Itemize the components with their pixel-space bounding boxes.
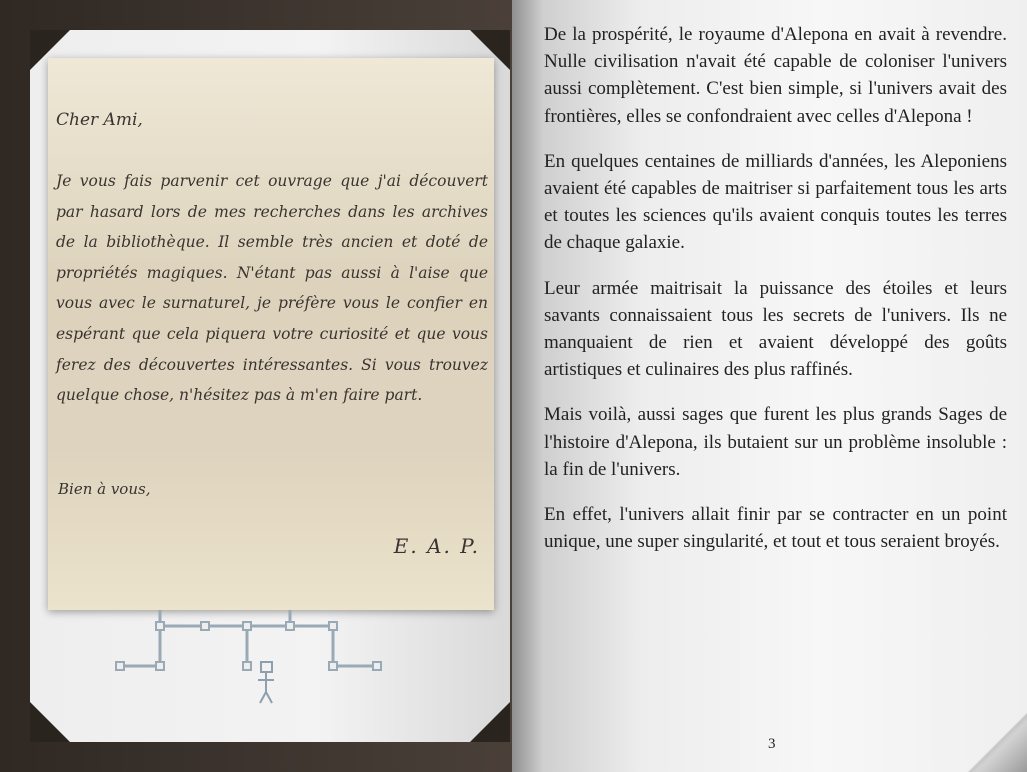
tree-node[interactable] bbox=[373, 662, 381, 670]
path-tree-icon[interactable] bbox=[100, 600, 400, 710]
tree-node[interactable] bbox=[243, 622, 251, 630]
letter-body: Je vous fais parvenir cet ouvrage que j'ai découvert par hasard lors de mes recherches dans les archives de la bibliothèque. Il semble très ancien et doté de propriétés magiques. N'étant pas aussi à l'aise que vous avec le surnaturel, je préfère vous le confier en espérant que cela piquera votre curiosité et que vous ferez des découvertes intéressantes. Si vous trouvez quelque chose, n'hésitez pas à m'en faire part. bbox=[56, 172, 488, 405]
tree-node[interactable] bbox=[156, 662, 164, 670]
letter-greeting: Cher Ami, bbox=[56, 110, 143, 130]
tree-node[interactable] bbox=[329, 622, 337, 630]
right-page bbox=[512, 0, 1027, 772]
story-paragraph: En effet, l'univers allait finir par se contracter en un point unique, une super singularité, et tout et tous seraient broyés. bbox=[544, 504, 1007, 553]
story-paragraph: De la prospérité, le royaume d'Alepona en avait à revendre. Nulle civilisation n'avait été capable de coloniser l'univers aussi complètement. C'est bien simple, si l'univers avait des frontières, elles se confondraient avec celles d'Alepona ! bbox=[544, 24, 1007, 127]
cover-corner-bottom-right bbox=[470, 702, 510, 742]
letter[interactable] bbox=[48, 58, 494, 610]
letter-signature: E. A. P. bbox=[393, 534, 480, 558]
cover-corner-bottom-left bbox=[30, 702, 70, 742]
story-text bbox=[544, 21, 1007, 573]
tree-node[interactable] bbox=[329, 662, 337, 670]
tree-node[interactable] bbox=[201, 622, 209, 630]
story-paragraph: Mais voilà, aussi sages que furent les plus grands Sages de l'histoire d'Alepona, ils butaient sur un problème insoluble : la fin de l'univers. bbox=[544, 404, 1007, 480]
tree-node[interactable] bbox=[286, 622, 294, 630]
tree-node[interactable] bbox=[116, 662, 124, 670]
stick-figure-icon bbox=[258, 662, 274, 703]
story-paragraph: En quelques centaines de milliards d'années, les Aleponiens avaient été capables de maitriser si parfaitement tous les arts et toutes les sciences qu'ils avaient conquis toutes les terres de chaque galaxie. bbox=[544, 150, 1007, 254]
tree-node[interactable] bbox=[156, 622, 164, 630]
letter-closing: Bien à vous, bbox=[58, 480, 151, 498]
story-paragraph: Leur armée maitrisait la puissance des étoiles et leurs savants connaissaient tous les secrets de l'univers. Ils ne manquaient de rien et avaient développé des goûts artistiques et culinaires des plus raffinés. bbox=[544, 277, 1007, 381]
tree-node[interactable] bbox=[243, 662, 251, 670]
page-number: 3 bbox=[768, 736, 776, 752]
